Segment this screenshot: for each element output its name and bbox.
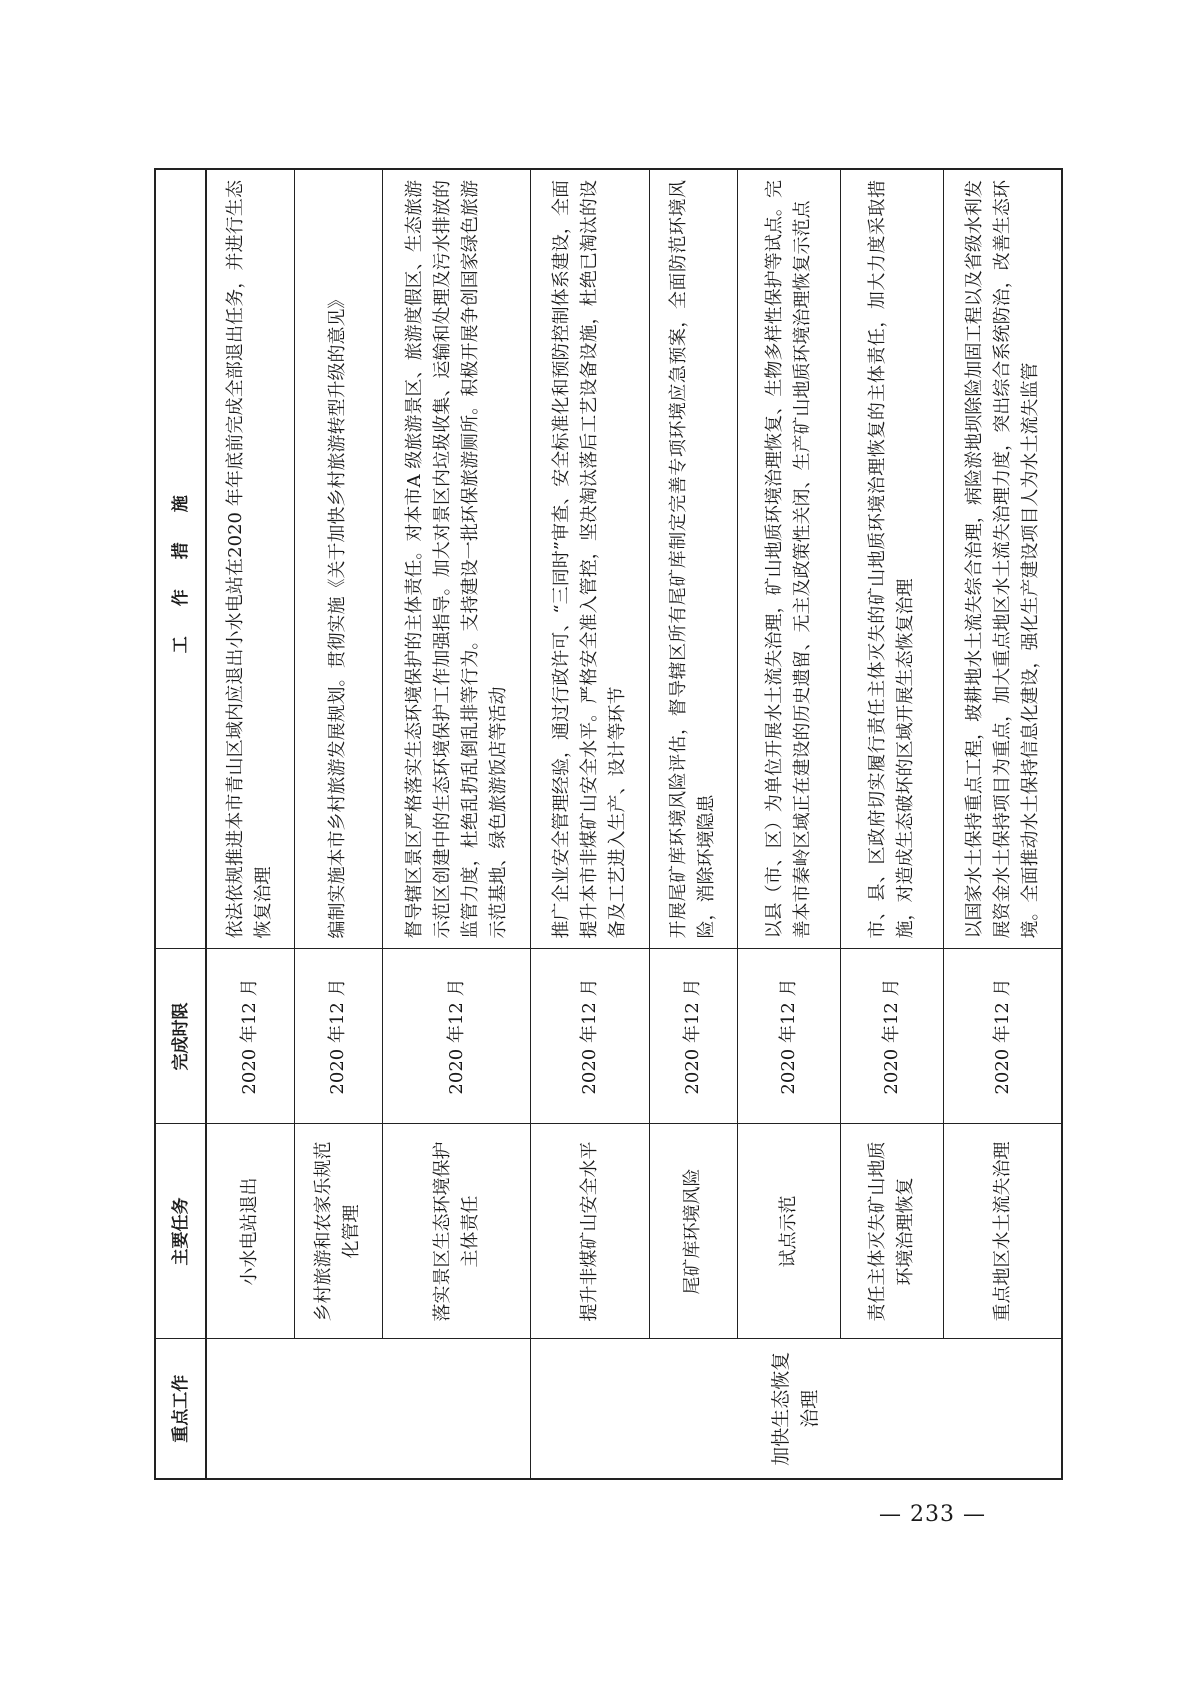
table-row [649,169,737,1479]
work-plan-table [154,168,1063,1480]
measures-cell: 市、县、区政府切实履行责任主体灭失的矿山地质环境治理恢复的主体责任，加大力度采取措施，对造成生态破坏的区域开展生态恢复治理 [840,169,943,949]
deadline-cell: 2020 年12 月 [206,949,294,1124]
deadline-cell: 2020 年12 月 [944,949,1062,1124]
header-deadline: 完成时限 [155,949,206,1124]
measures-cell: 开展尾矿库环境风险评估，督导辖区所有尾矿库制定完善专项环境应急预案，全面防范环境风险，消除环境隐患 [649,169,737,949]
task-cell: 试点示范 [737,1124,840,1339]
key-work-cell-top [206,1339,531,1479]
measures-cell: 以县（市、区）为单位开展水土流失治理，矿山地质环境治理恢复、生物多样性保护等试点。完善本市秦岭区域正在建设的历史遗留、无主及政策性关闭、生产矿山地质环境治理恢复示范点 [737,169,840,949]
table-row [737,169,840,1479]
table-row [944,169,1062,1479]
key-work-label: 加快生态恢复治理 [770,1351,822,1466]
table-row [840,169,943,1479]
table-row [294,169,382,1479]
table-row [382,169,530,1479]
measures-cell: 以国家水土保持重点工程，坡耕地水土流失综合治理，病险淤地坝除险加固工程以及省级水利发展资金水土保持项目为重点，加大重点地区水土流失治理力度，突出综合系统防治，改善生态环境。全面推动水土保持信息化建设，强化生产建设项目人为水土流失监管 [944,169,1062,949]
task-cell: 落实景区生态环境保护主体责任 [382,1124,530,1339]
table-row [531,169,649,1479]
table-header-row [155,169,206,1479]
deadline-cell: 2020 年12 月 [737,949,840,1124]
task-cell: 责任主体灭失矿山地质环境治理恢复 [840,1124,943,1339]
task-cell: 尾矿库环境风险 [649,1124,737,1339]
deadline-cell: 2020 年12 月 [840,949,943,1124]
task-cell: 提升非煤矿山安全水平 [531,1124,649,1339]
deadline-cell: 2020 年12 月 [382,949,530,1124]
measures-cell: 推广企业安全管理经验，通过行政许可、“三同时”审查、安全标准化和预防控制体系建设，全面提升本市非煤矿山安全水平。严格安全准入管控，坚决淘汰落后工艺设备设施，杜绝已淘汰的设备及工艺进入生产、设计等环节 [531,169,649,949]
deadline-cell: 2020 年12 月 [531,949,649,1124]
deadline-cell: 2020 年12 月 [649,949,737,1124]
header-main-task: 主要任务 [155,1124,206,1339]
table-row [206,169,294,1479]
header-key-work: 重点工作 [155,1339,206,1479]
task-cell: 乡村旅游和农家乐规范化管理 [294,1124,382,1339]
page-number: — 233 — [879,1502,986,1527]
key-work-cell [531,1339,1062,1479]
header-measures: 工作措施 [155,169,206,949]
task-cell: 重点地区水土流失治理 [944,1124,1062,1339]
task-cell: 小水电站退出 [206,1124,294,1339]
rotated-table-wrapper [154,170,1063,1480]
measures-cell: 督导辖区景区严格落实生态环境保护的主体责任。对本市A 级旅游景区、旅游度假区、生态旅游示范区创建中的生态环境保护工作加强指导。加大对景区内垃圾收集、运输和处理及污水排放的监管力度，杜绝乱扔乱倒乱排等行为。支持建设一批环保旅游厕所。积极开展争创国家绿色旅游示范基地、绿色旅游饭店等活动 [382,169,530,949]
measures-cell: 依法依规推进本市青山区域内应退出小水电站在2020 年年底前完成全部退出任务，并进行生态恢复治理 [206,169,294,949]
measures-cell: 编制实施本市乡村旅游发展规划。贯彻实施《关于加快乡村旅游转型升级的意见》 [294,169,382,949]
deadline-cell: 2020 年12 月 [294,949,382,1124]
